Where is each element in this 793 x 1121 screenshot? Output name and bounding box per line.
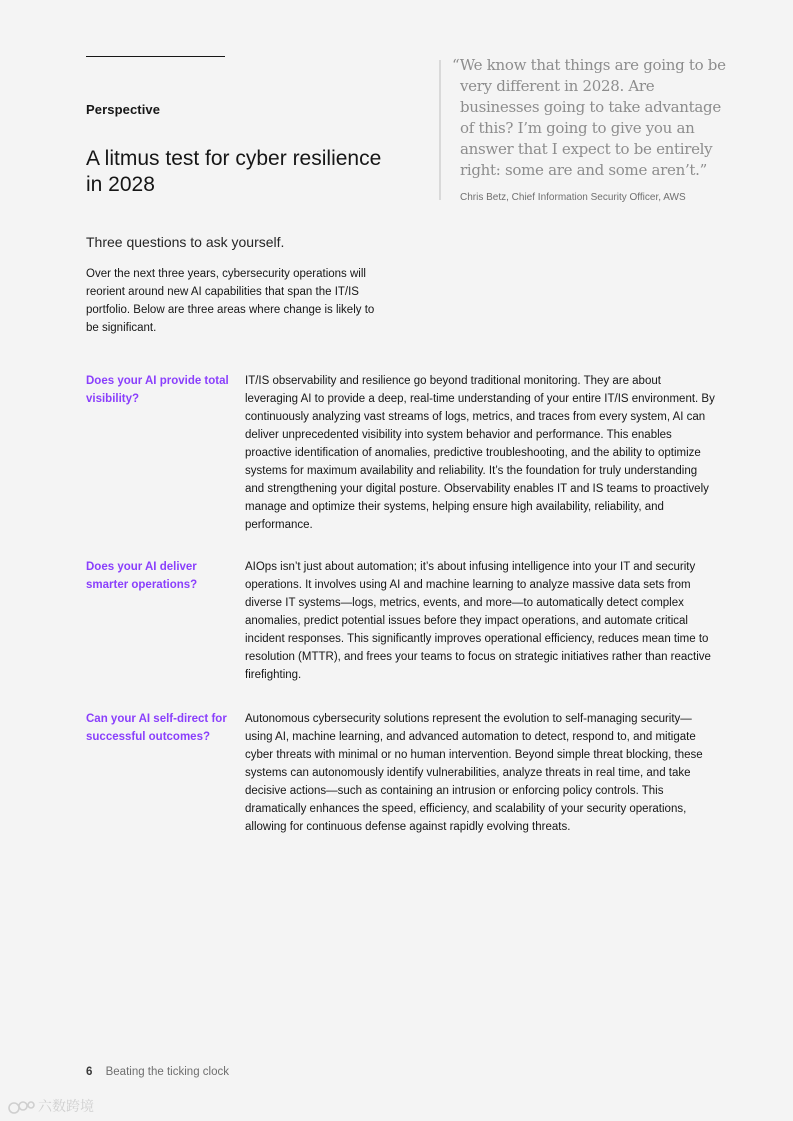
- intro-paragraph: Over the next three years, cybersecurity operations will reorient around new AI capabilities that span the IT/IS portfolio. Below are three areas where change is likely to be significant.: [86, 268, 375, 334]
- page-number: 6: [86, 1066, 93, 1078]
- footer-title: Beating the ticking clock: [105, 1066, 229, 1078]
- pull-quote: [439, 56, 731, 203]
- answer-paragraph: Autonomous cybersecurity solutions represent the evolution to self-managing security—using AI, machine learning, and advanced automation to detect, respond to, and mitigate cyber threats with minimal or no human intervention. Beyond simple threat blocking, these systems can autonomously identify vulnerabilities, analyze threats in real time, and take decisive actions—such as containing an intrusion or enforcing policy controls. This dramatically enhances the speed, efficiency, and scalability of your security operations, allowing for continuous defense against rapidly evolving threats.: [245, 713, 703, 833]
- section-label: Perspective: [86, 102, 161, 117]
- question-label: Does your AI provide total visibility?: [86, 375, 229, 405]
- watermark: [8, 1096, 94, 1116]
- quote-text: “We know that things are going to be very different in 2028. Are businesses going to take advantage of this? I’m going to give you an answer that I expect to be entirely right: some are and some aren’t.”: [452, 56, 726, 179]
- page-title: A litmus test for cyber resilience in 2028: [86, 147, 382, 196]
- question-label: Does your AI deliver smarter operations?: [86, 561, 198, 591]
- watermark-logo-icon: [8, 1099, 36, 1115]
- answer-paragraph: IT/IS observability and resilience go beyond traditional monitoring. They are about leveraging AI to provide a deep, real-time understanding of your entire IT/IS environment. By continuously analyzing vast streams of logs, metrics, and traces from every system, AI can deliver unprecedented visibility into system behavior and performance. This enables proactive identification of anomalies, predictive troubleshooting, and the ability to optimize systems for maximum availability and reliability. It’s the foundation for truly understanding and strengthening your digital posture. Observability enables IT and IS teams to proactively manage and optimize their systems, helping ensure high availability, reliability, and performance.: [245, 375, 715, 531]
- subheading: Three questions to ask yourself.: [86, 234, 285, 250]
- answer-paragraph: AIOps isn’t just about automation; it’s about infusing intelligence into your IT and security operations. It involves using AI and machine learning to analyze massive data sets from diverse IT systems—logs, metrics, events, and more—to automatically detect complex anomalies, predict potential issues before they impact operations, and automate critical incident responses. This significantly improves operational efficiency, reduces mean time to resolution (MTTR), and frees your teams to focus on strategic initiatives rather than reactive firefighting.: [245, 561, 711, 681]
- top-rule: [86, 56, 225, 57]
- quote-attribution: Chris Betz, Chief Information Security Officer, AWS: [460, 192, 686, 203]
- question-label: Can your AI self-direct for successful outcomes?: [86, 713, 227, 743]
- page-footer: [86, 1066, 229, 1078]
- watermark-text: 六数跨境: [38, 1098, 94, 1114]
